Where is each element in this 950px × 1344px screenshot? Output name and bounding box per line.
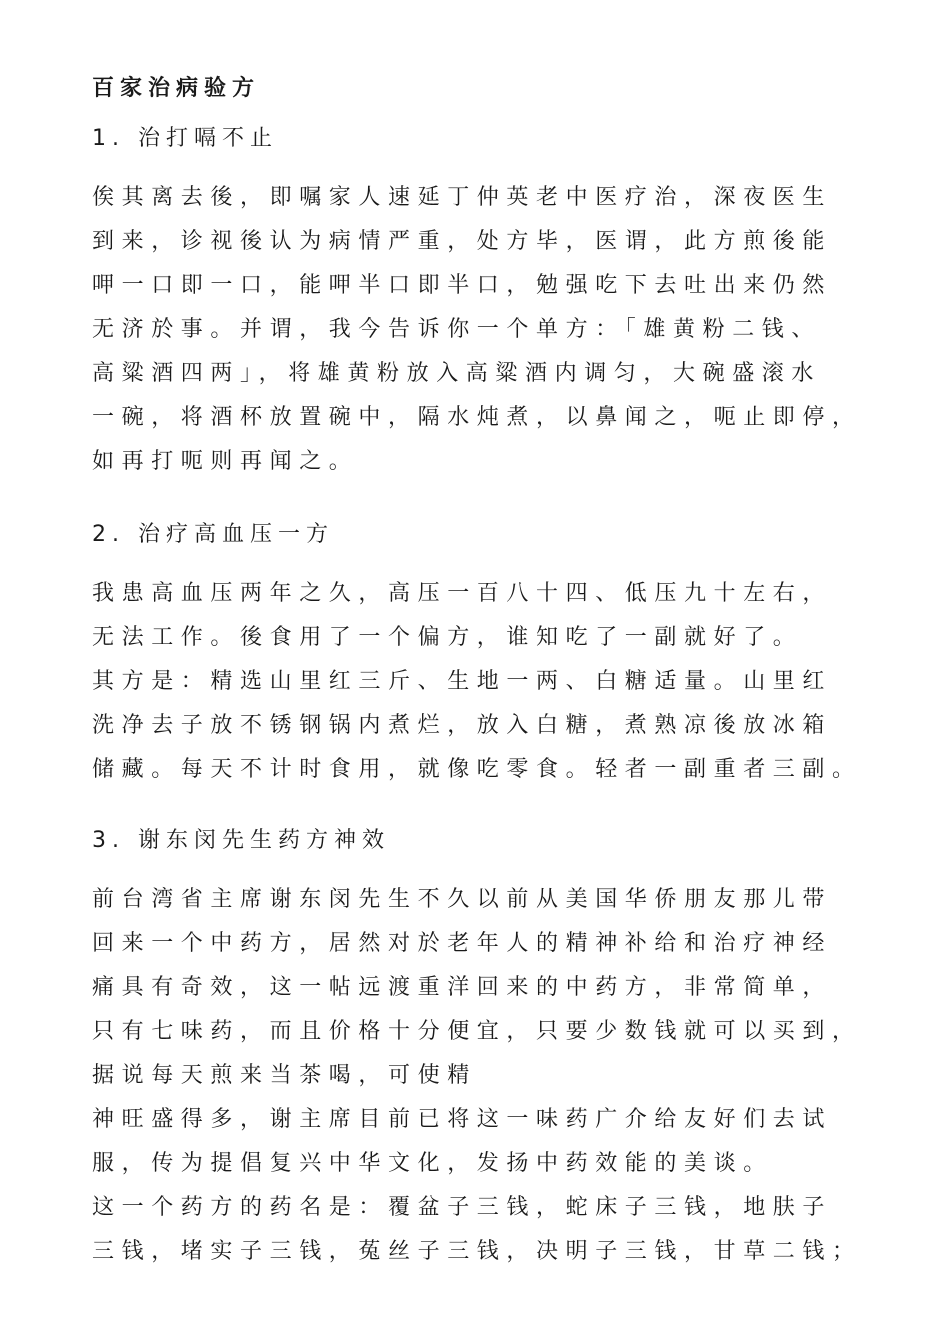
section-heading: 2. 治疗高血压一方 bbox=[92, 522, 334, 547]
paragraph-line: 高粱酒四两」，将雄黄粉放入高粱酒内调匀，大碗盛滚水 bbox=[92, 361, 822, 386]
paragraph-line: 这一个药方的药名是：覆盆子三钱，蛇床子三钱，地肤子 bbox=[92, 1195, 833, 1220]
paragraph-line: 痛具有奇效，这一帖远渡重洋回来的中药方，非常简单， bbox=[92, 975, 833, 1000]
paragraph-line: 洗净去子放不锈钢锅内煮烂，放入白糖，煮熟凉後放冰箱 bbox=[92, 713, 833, 738]
paragraph-line: 其方是：精选山里红三斤、生地一两、白糖适量。山里红 bbox=[92, 669, 833, 694]
paragraph-line: 呷一口即一口，能呷半口即半口，勉强吃下去吐出来仍然 bbox=[92, 273, 833, 298]
paragraph-line: 神旺盛得多，谢主席目前已将这一味药广介给友好们去试 bbox=[92, 1107, 833, 1132]
section-3 bbox=[92, 826, 910, 1274]
paragraph-line: 俟其离去後，即嘱家人速延丁仲英老中医疗治，深夜医生 bbox=[92, 185, 833, 210]
paragraph-line: 储藏。每天不计时食用，就像吃零食。轻者一副重者三副。 bbox=[92, 757, 862, 782]
document-title: 百家治病验方 bbox=[92, 76, 261, 101]
paragraph-line: 服，传为提倡复兴中华文化，发扬中药效能的美谈。 bbox=[92, 1151, 773, 1176]
section-1 bbox=[92, 124, 910, 484]
paragraph-line: 一碗，将酒杯放置碗中，隔水炖煮，以鼻闻之，呃止即停， bbox=[92, 405, 862, 430]
paragraph-line: 无济於事。并谓，我今告诉你一个单方：「雄黄粉二钱、 bbox=[92, 317, 822, 342]
section-spacer bbox=[92, 792, 910, 826]
paragraph-line: 只有七味药，而且价格十分便宜，只要少数钱就可以买到， bbox=[92, 1019, 862, 1044]
section-spacer bbox=[92, 484, 910, 520]
section-2 bbox=[92, 520, 910, 792]
paragraph-line: 据说每天煎来当茶喝，可使精 bbox=[92, 1063, 477, 1088]
section-heading: 3. 谢东闵先生药方神效 bbox=[92, 828, 390, 853]
paragraph-line: 到来，诊视後认为病情严重，处方毕，医谓，此方煎後能 bbox=[92, 229, 833, 254]
paragraph-line: 三钱，堵实子三钱，菟丝子三钱，决明子三钱，甘草二钱； bbox=[92, 1239, 862, 1264]
paragraph-line: 前台湾省主席谢东闵先生不久以前从美国华侨朋友那儿带 bbox=[92, 887, 833, 912]
paragraph-line: 我患高血压两年之久，高压一百八十四、低压九十左右， bbox=[92, 581, 833, 606]
paragraph-line: 回来一个中药方，居然对於老年人的精神补给和治疗神经 bbox=[92, 931, 833, 956]
section-heading: 1. 治打嗝不止 bbox=[92, 126, 278, 151]
paragraph-line: 无法工作。後食用了一个偏方，谁知吃了一副就好了。 bbox=[92, 625, 803, 650]
paragraph-line: 如再打呃则再闻之。 bbox=[92, 449, 359, 474]
